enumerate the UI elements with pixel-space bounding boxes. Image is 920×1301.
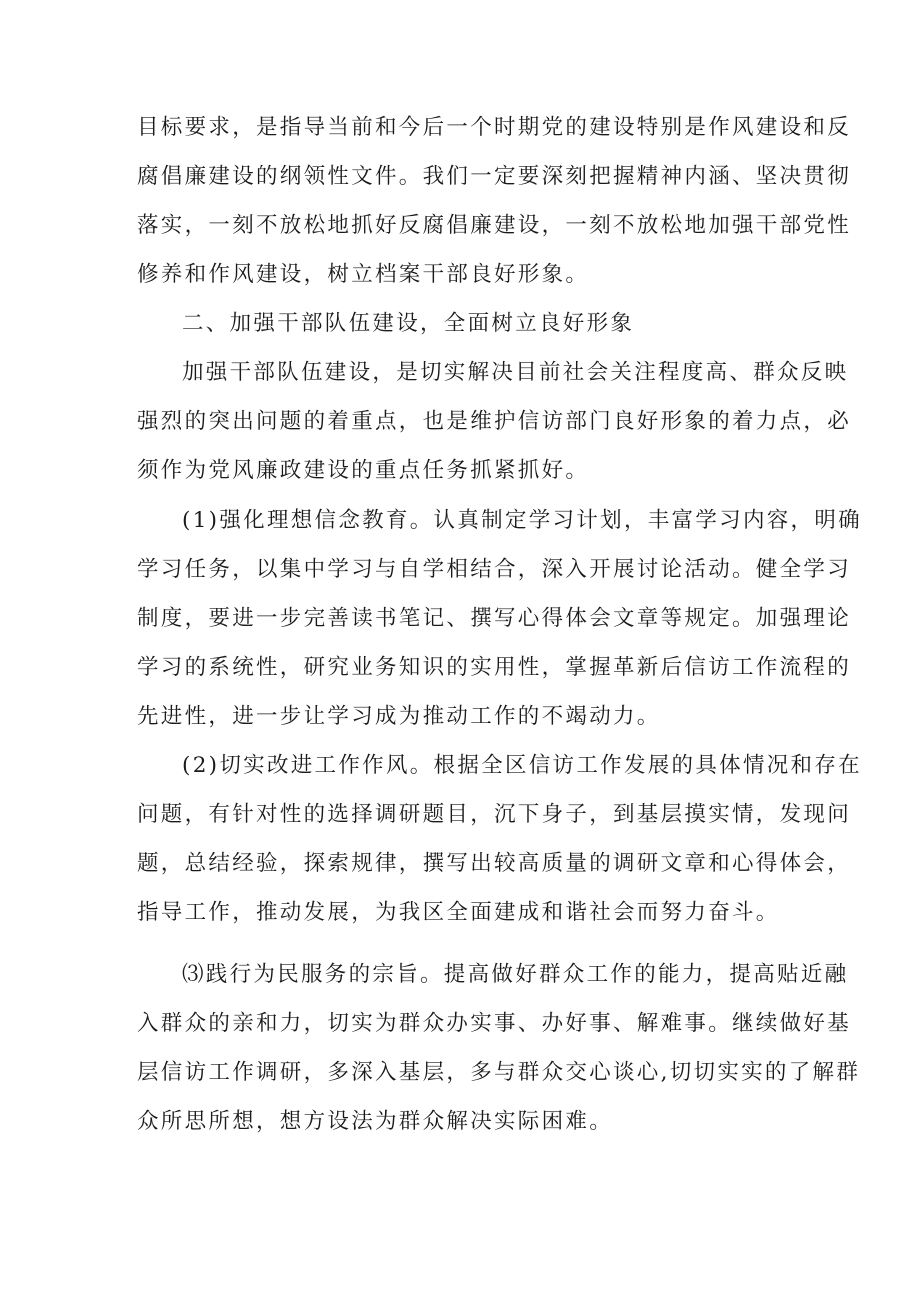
text-line: 问题，有针对性的选择调研题目，沉下身子，到基层摸实情，发现问 [137, 802, 852, 827]
text-line: 指导工作，推动发展，为我区全面建成和谐社会而努力奋斗。 [137, 900, 780, 925]
paragraph-item-3 [137, 950, 861, 1146]
text-line: ⑶践行为民服务的宗旨。提高做好群众工作的能力，提高贴近融 [182, 962, 849, 987]
text-line: 学习任务，以集中学习与自学相结合，深入开展讨论活动。健全学习 [137, 557, 852, 582]
paragraph-item-2 [137, 741, 862, 937]
section-heading-text: 二、加强干部队伍建设，全面树立良好形象 [182, 311, 635, 336]
text-line: 众所思所想，想方设法为群众解决实际困难。 [137, 1109, 614, 1134]
text-line: 入群众的亲和力，切实为群众办实事、办好事、解难事。继续做好基 [137, 1011, 852, 1036]
text-line: 学习的系统性，研究业务知识的实用性，掌握革新后信访工作流程的 [137, 655, 852, 680]
text-line: 题，总结经验，探索规律，撰写出较高质量的调研文章和心得体会， [137, 851, 852, 876]
text-line: 须作为党风廉政建设的重点任务抓紧抓好。 [137, 458, 590, 483]
text-line: 强烈的突出问题的着重点，也是维护信访部门良好形象的着力点，必 [137, 409, 852, 434]
section-heading-2 [137, 299, 792, 348]
paragraph-item-1 [137, 496, 862, 741]
text-line: 修养和作风建设，树立档案干部良好形象。 [137, 262, 590, 287]
text-line: (2)切实改进工作作风。根据全区信访工作发展的具体情况和存在 [182, 753, 862, 778]
text-line: 加强干部队伍建设，是切实解决目前社会关注程度高、群众反映 [182, 360, 849, 385]
paragraph-section-2 [137, 348, 852, 495]
text-line: 层信访工作调研，多深入基层，多与群众交心谈心,切切实实的了解群 [137, 1060, 861, 1085]
text-line: 制度，要进一步完善读书笔记、撰写心得体会文章等规定。加强理论 [137, 606, 852, 631]
paragraph-intro [137, 103, 852, 299]
text-line: 目标要求，是指导当前和今后一个时期党的建设特别是作风建设和反 [137, 115, 852, 140]
text-line: 先进性，进一步让学习成为推动工作的不竭动力。 [137, 704, 661, 729]
text-line: (1)强化理想信念教育。认真制定学习计划，丰富学习内容，明确 [182, 508, 862, 533]
text-line: 落实，一刻不放松地抓好反腐倡廉建设，一刻不放松地加强干部党性 [137, 213, 852, 238]
text-line: 腐倡廉建设的纲领性文件。我们一定要深刻把握精神内涵、坚决贯彻 [137, 164, 852, 189]
